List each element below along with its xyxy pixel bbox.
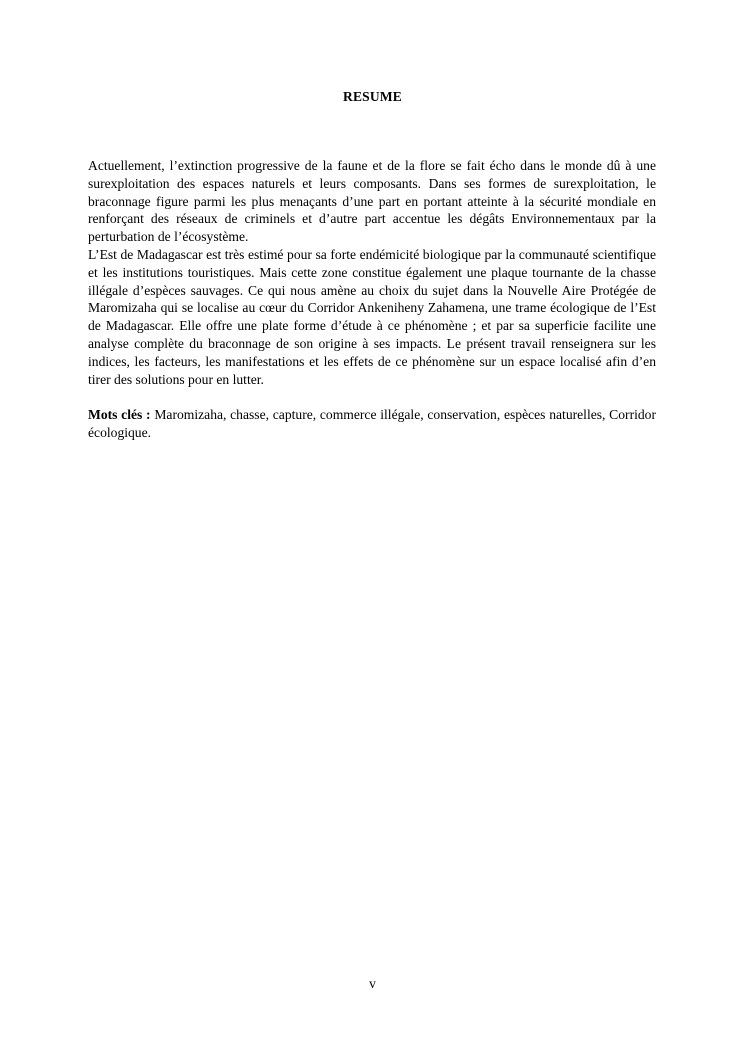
keywords-label: Mots clés : [88, 407, 151, 423]
page-title: RESUME [343, 89, 402, 104]
abstract-body [88, 157, 656, 442]
page-number: v [369, 976, 376, 991]
keywords-list: Maromizaha, chasse, capture, commerce illégale, conservation, espèces naturelles, Corridor écologique. [88, 407, 657, 440]
paragraph-2: L’Est de Madagascar est très estimé pour sa forte endémicité biologique par la communauté scientifique et les institutions touristiques. Mais cette zone constitue également une plaque tournante de la chasse illégale d’espèces sauvages. Ce qui nous amène au choix du sujet dans la Nouvelle Aire Protégée de Maromizaha qui se localise au cœur du Corridor Ankeniheny Zahamena, une trame écologique de l’Est de Madagascar. Elle offre une plate forme d’étude à ce phénomène ; et par sa superficie facilite une analyse complète du braconnage de son origine à ses impacts. Le présent travail renseignera sur les indices, les facteurs, les manifestations et les effets de ce phénomène sur un espace localisé afin d’en tirer des solutions pour en lutter. [88, 246, 656, 387]
paragraph-1: Actuellement, l’extinction progressive de la faune et de la flore se fait écho dans le monde dû à une surexploitation des espaces naturels et leurs composants. Dans ses formes de surexploitation, le braconnage figure parmi les plus menaçants d’une part en portant atteinte à la sécurité mondiale en renforçant des réseaux de criminels et d’autre part accentue les dégâts Environnementaux par la perturbation de l’écosystème. [88, 158, 656, 245]
keywords-paragraph [88, 406, 656, 442]
